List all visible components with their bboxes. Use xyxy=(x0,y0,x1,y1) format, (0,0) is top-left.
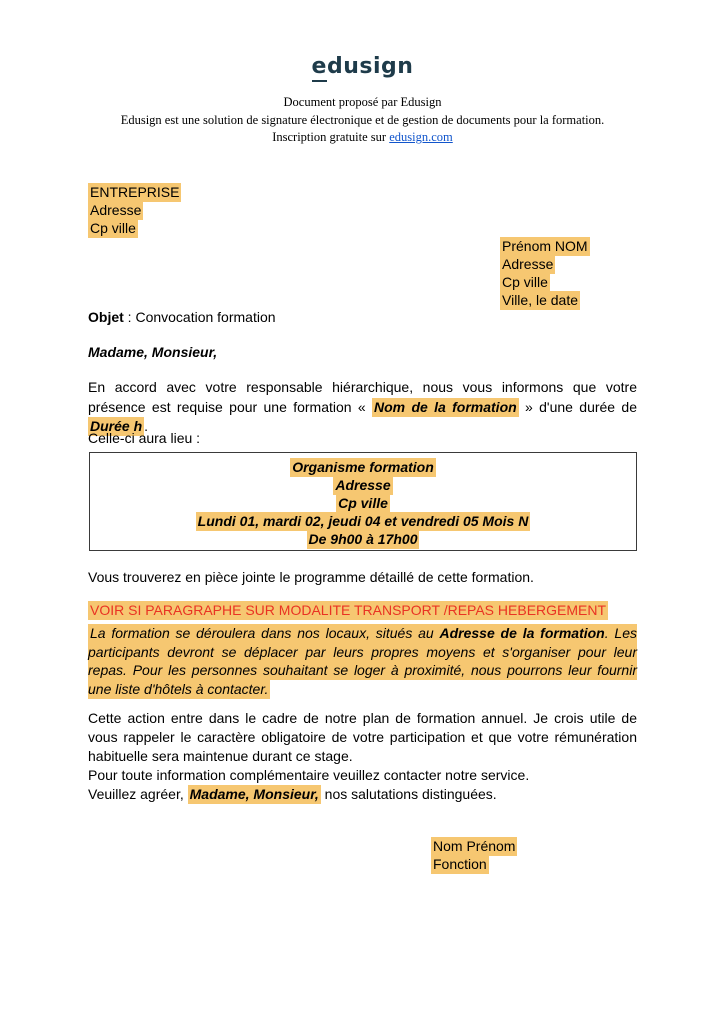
formation-name-field: Nom de la formation xyxy=(374,398,517,415)
location-details-box xyxy=(89,452,637,551)
company-name-field: ENTREPRISE xyxy=(90,184,180,200)
subject-line: Objet : Convocation formation xyxy=(88,309,276,325)
session-dates-field: Lundi 01, mardi 02, jeudi 04 et vendredi 05 Mois N xyxy=(197,513,529,529)
organisme-address-field: Adresse xyxy=(335,477,391,493)
editor-warning: VOIR SI PARAGRAPHE SUR MODALITE TRANSPORT /REPAS HEBERGEMENT xyxy=(90,602,607,618)
signer-name-field: Nom Prénom xyxy=(433,838,516,854)
closing-line-3: Veuillez agréer, Madame, Monsieur, nos salutations distinguées. xyxy=(88,786,497,802)
recipient-address-field: Adresse xyxy=(502,256,554,272)
signer-role-field: Fonction xyxy=(433,856,487,872)
formation-address-field: Adresse de la formation xyxy=(439,625,605,641)
salutation-field: Madame, Monsieur, xyxy=(189,786,319,802)
recipient-address-block xyxy=(500,237,590,309)
edusign-logo xyxy=(0,54,725,79)
logo-letter-e: e xyxy=(312,54,327,82)
duration-field: Durée h xyxy=(90,418,143,434)
subject-value: Convocation formation xyxy=(135,309,276,325)
closing-line-1: Cette action entre dans le cadre de notre plan de formation annuel. Je crois utile de vous rappeler le caractère obligatoire de votre participation et que votre rémunération habituelle sera maintenue durant ce stage. xyxy=(88,710,637,764)
location-intro: Celle-ci aura lieu : xyxy=(88,430,201,446)
transport-paragraph: La formation se déroulera dans nos locaux, situés au Adresse de la formation. Les participants devront se déplacer par leurs propres moyens et s'organiser pour leur repas. Pour les personnes souhaitant se loger à proximité, nous pourrons leur fournir une liste d'hôtels à contacter. xyxy=(88,625,637,697)
intro-paragraph: En accord avec votre responsable hiérarchique, nous vous informons que votre présence est requise pour une formation « Nom de la formation » d'une durée de Durée h . xyxy=(88,379,637,434)
recipient-city-field: Cp ville xyxy=(502,274,548,290)
company-address-block xyxy=(88,183,181,237)
attachment-note: Vous trouverez en pièce jointe le programme détaillé de cette formation. xyxy=(88,569,534,585)
document-header xyxy=(0,94,725,147)
salutation: Madame, Monsieur, xyxy=(88,344,218,360)
header-line-3-text: Inscription gratuite sur xyxy=(272,130,390,144)
closing-line-2: Pour toute information complémentaire veuillez contacter notre service. xyxy=(88,767,530,783)
session-hours-field: De 9h00 à 17h00 xyxy=(308,531,418,547)
signature-block xyxy=(431,837,517,873)
closing-paragraph xyxy=(88,709,637,804)
logo-rest: dusign xyxy=(326,54,414,79)
company-address-field: Adresse xyxy=(90,202,142,218)
organisme-field: Organisme formation xyxy=(292,459,434,475)
header-line-3 xyxy=(0,129,725,147)
header-line-1: Document proposé par Edusign xyxy=(283,95,442,109)
organisme-city-field: Cp ville xyxy=(338,495,388,511)
edusign-link[interactable]: edusign.com xyxy=(389,130,453,144)
recipient-name-field: Prénom NOM xyxy=(502,238,588,254)
subject-label: Objet xyxy=(88,309,124,325)
company-city-field: Cp ville xyxy=(90,220,136,236)
header-line-2: Edusign est une solution de signature électronique et de gestion de documents pour la formation. xyxy=(120,112,605,127)
recipient-date-field: Ville, le date xyxy=(502,292,579,308)
